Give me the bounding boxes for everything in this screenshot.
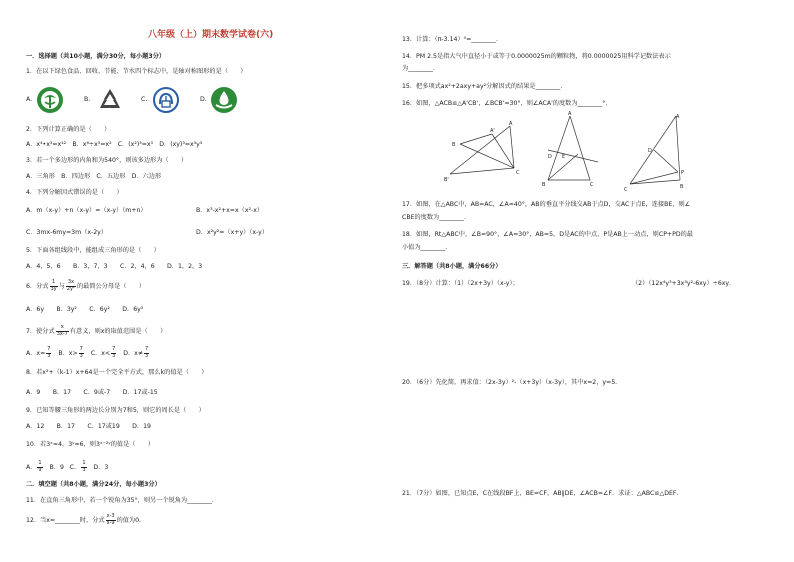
q10-stem: 10．若3ˣ=4，3ʸ=6，则3ˣ⁻²ʸ的值是（ ） [26,441,155,448]
figure-q17 [540,110,604,190]
fig17-label-a: A [568,111,572,117]
q7-frac-c [111,347,116,359]
q20: 20．（6分）先化简，再求值：（2x-3y）²-（x+3y）（x-3y），其中x=2，y=5． [402,379,622,386]
fig18-label-d: D [648,148,652,154]
q7-frac-c-den: 3 [112,352,116,359]
q7-frac-c-num: 7 [112,346,116,352]
q4-option-b: B．x³-x²+x=x（x²-x） [196,207,264,214]
q6-pre: 6．分式 [26,283,49,290]
q7-frac-a-den: 3 [47,352,51,359]
q9-stem: 9．已知等腰三角形的两边长分别为7和5，则它的周长是（ ） [26,407,205,414]
q6-f2-den: 2y² [66,285,75,292]
q6-options: A．6y B．3y² C．6y² D．6y³ [26,306,144,313]
q13: 13．计算：（π-3.14）⁰=________． [402,36,503,43]
q16: 16．如图，△ACB≌△A'CB'，∠BCB'=30°，则∠ACA'的度数为________°． [402,100,612,107]
q10-opt-a: A． [26,464,37,471]
q10-frac-c [81,461,86,473]
q1-option-a-label: A. [26,96,33,103]
fig16-label-a: A [509,121,513,127]
fig18-label-a: A [676,114,680,120]
q14-line2: 为________． [402,65,440,72]
q10-frac-a [37,461,42,473]
q4-stem: 4．下列分解因式错误的是（ ） [26,189,123,196]
q11: 11．在直角三角形中，若一个锐角为35°，则另一个锐角为________． [26,497,219,504]
q6-f2-num: 3x [66,280,76,287]
q8-options: A．9 B．17 C．9或-7 D．17或-15 [26,389,158,396]
q14-line1: 14．PM 2.5是指大气中直径小于或等于0.0000025m的颗粒物，将0.0000025用科学记数法表示 [402,53,671,60]
q4-option-a: A．m（x-y）+n（x-y）=（x-y）（m+n） [26,207,147,214]
q7-options [26,347,150,359]
q10-frac-c-num: 1 [82,460,86,466]
section1-heading: 一．选择题（共10小题，满分30分，每小题3分） [26,53,166,60]
section3-heading: 三．解答题（共8小题，满分66分） [402,263,502,270]
q6-fraction-1 [50,280,58,292]
q2-options: A．x⁴•x³=x¹² B．x⁶÷x³=x² C．(x²)³=x⁵ D．(xy)³=x³y³ [26,141,203,148]
q7-frac-b-num: 7 [79,346,83,352]
figure-q18 [622,112,692,194]
fig17-label-c: C [590,182,594,188]
section2-heading: 二．填空题（共8小题，满分24分，每小题3分） [26,481,161,488]
q2-stem: 2．下列计算正确的是（ ） [26,126,111,133]
q19-part2: （2）（12x⁴y³+3x³y²-6xy）÷6xy． [632,280,736,287]
q12-f-num: x-3 [106,513,115,519]
fig16-label-b-prime: B' [444,177,449,183]
fig16-label-a-prime: A' [490,128,495,134]
figure-q16 [444,118,528,184]
q19-part1: 19．（8分）计算：（1）（2x+3y）（x-y）； [402,280,519,287]
q21: 21．（7分）如图，已知点E，C在线段BF上，BE=CF，AB∥DE，∠ACB=∠F．求证：△ABC≌△DEF． [402,490,683,497]
q7-frac-a-num: 7 [47,346,51,352]
q7-opt-c: C．x< [90,350,111,357]
fig16-label-b: B [452,142,456,148]
q7-frac-d-num: 7 [145,346,149,352]
q3-stem: 3．若一个多边形的内角和为540°，则该多边形为（ ） [26,157,188,164]
fig17-label-d: D [548,154,552,160]
green-food-icon [36,86,64,114]
q8-stem: 8．若x²+（k-1）x+64是一个完全平方式，那么k的值是（ ） [26,369,208,376]
fig17-label-e: E [562,154,566,160]
q7-frac-a [46,347,51,359]
q9-options: A．12 B．17 C．17或19 D．19 [26,423,151,430]
q6-fraction-2 [66,280,76,292]
q6-mid: 与 [58,283,65,290]
fig18-label-p: P [681,170,685,176]
q18-line1: 18．如图，Rt△ABC中，∠B=90°，∠A=30°，AB=5，D是AC的中点，P是AB上一动点，则CP+PD的最 [402,231,693,238]
page-title: 八年级（上）期末数学试卷(六) [148,30,274,40]
q7-opt-d: D．x≠ [123,350,144,357]
q10-frac-a-num: 1 [38,460,42,466]
q12-fraction [106,514,116,526]
q7-stem [26,325,166,337]
q1-option-b-label: B. [84,96,91,103]
q10-opt-d: D．3 [93,464,109,471]
fig17-label-b: B [542,182,546,188]
q4-option-d: D．x²y²=（x+y）（x-y） [196,229,269,236]
q5-options: A．4，5，6 B．3，7，3 C．2，4，6 D．1，2，3 [26,263,203,270]
energy-saving-icon [152,86,180,114]
q6-f1-den: 3y [50,285,57,292]
q7-frac-b-den: 3 [79,352,83,359]
q7-frac-b [79,347,84,359]
q10-options [26,461,108,473]
q12-post: 的值为0． [116,517,146,524]
q7-fraction [56,325,69,337]
q7-frac-d-den: 3 [145,352,149,359]
q5-stem: 5．下面各组线段中，能组成三角形的是（ ） [26,247,160,254]
q10-opt-c: C． [69,464,81,471]
fig16-label-c: C [516,170,520,176]
q10-frac-c-den: 3 [82,466,86,473]
q10-frac-a-den: 9 [38,466,42,473]
water-saving-icon [210,86,238,114]
q12-pre: 12．当x=________时，分式 [26,517,105,524]
q7-opt-a: A．x= [26,350,46,357]
q3-options: A．三角形 B．四边形 C．五边形 D．六边形 [26,173,162,180]
q4-option-c: C．3mx-6my=3m（x-2y） [26,229,108,236]
q6-post: 的最简公分母是（ ） [76,283,146,290]
q17-line1: 17．如图，在△ABC中，AB=AC，∠A=40°，AB的垂直平分线交AB于点D，交AC于点E，连接BE，则∠ [402,201,691,208]
q7-pre: 7．使分式 [26,328,55,335]
q12 [26,514,145,526]
q7-post: 有意义，则x的取值范围是（ ） [69,328,167,335]
q7-f-den: 3x-7 [56,330,68,337]
q12-f-den: x-9 [106,519,115,526]
fig18-label-b: B [680,184,684,190]
q7-f-num: x [56,325,69,332]
q1-option-d-label: D. [200,96,207,103]
fig18-label-c: C [624,187,628,193]
q7-opt-b: B．x> [58,350,78,357]
q6-f1-num: 1 [50,280,58,287]
q6-stem [26,280,145,292]
recycle-icon [96,86,124,114]
q17-line2: CBE的度数为________． [402,214,471,221]
q7-frac-d [144,347,149,359]
q10-opt-b: B．9 [49,464,64,471]
q18-line2: 小值为________． [402,244,452,251]
q15: 15．把多项式ax²+2axy+ay²分解因式的结果是________． [402,83,567,90]
q1-stem: 1．在以下绿色食品、回收、节能、节水四个标志中，是轴对称图形的是（ ） [26,68,247,75]
q1-option-c-label: C. [141,96,148,103]
